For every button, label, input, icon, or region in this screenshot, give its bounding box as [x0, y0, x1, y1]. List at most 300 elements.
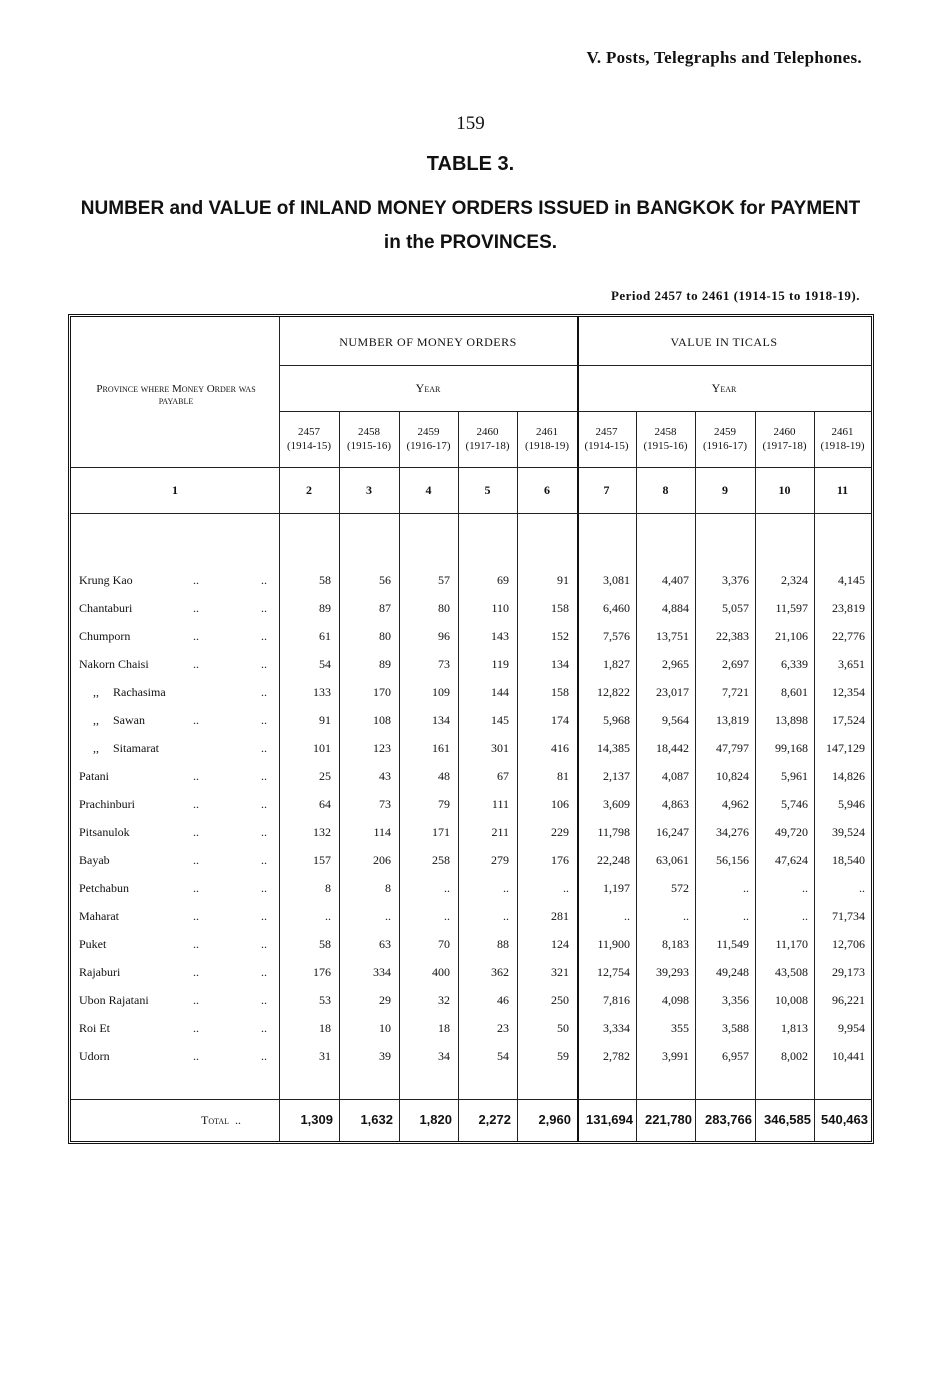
value-cell: 14,385: [597, 741, 630, 755]
header-rule: [71, 513, 871, 514]
number-cell: 119: [491, 657, 509, 671]
table-row: [71, 965, 871, 993]
number-cell: 43: [379, 769, 391, 783]
value-cell: 13,898: [775, 713, 808, 727]
total-number-cell: 2,272: [478, 1112, 511, 1127]
value-cell: 12,354: [832, 685, 865, 699]
number-cell: 80: [438, 601, 450, 615]
value-cell: 29,173: [832, 965, 865, 979]
number-cell: 88: [497, 937, 509, 951]
value-cell: 11,170: [775, 937, 808, 951]
number-cell: 64: [319, 797, 331, 811]
number-cell: 25: [319, 769, 331, 783]
value-cell: 56,156: [716, 853, 749, 867]
number-cell: 23: [497, 1021, 509, 1035]
year-header-ce: (1917-18): [762, 440, 807, 452]
money-orders-table: [68, 314, 874, 1144]
year-header-be: 2460: [476, 426, 499, 438]
year-header-ce: (1915-16): [347, 440, 391, 452]
total-value-cell: 131,694: [586, 1112, 633, 1127]
leader-dots: ..: [261, 769, 267, 783]
leader-dots: ..: [193, 1049, 199, 1063]
value-cell: 22,248: [597, 853, 630, 867]
province-name: [79, 797, 135, 812]
value-cell: 39,293: [656, 965, 689, 979]
number-cell: 114: [373, 825, 391, 839]
year-header-be: 2460: [773, 426, 796, 438]
table-title: NUMBER and VALUE of INLAND MONEY ORDERS ISSUED in BANGKOK for PAYMENT: [80, 198, 861, 219]
value-cell: 12,822: [597, 685, 630, 699]
value-cell: 49,720: [775, 825, 808, 839]
total-value-cell: 221,780: [645, 1112, 692, 1127]
number-cell: 32: [438, 993, 450, 1007]
value-cell: 1,813: [781, 1021, 808, 1035]
number-cell: 48: [438, 769, 450, 783]
table-row: [71, 825, 871, 853]
year-header-be: 2461: [831, 426, 854, 438]
number-cell: 258: [432, 853, 450, 867]
number-cell: 39: [379, 1049, 391, 1063]
period-note: Period 2457 to 2461 (1914-15 to 1918-19).: [610, 288, 860, 303]
value-cell: 34,276: [716, 825, 749, 839]
value-cell: 39,524: [832, 825, 865, 839]
province-name: [79, 937, 106, 952]
leader-dots: ..: [261, 993, 267, 1007]
leader-dots: ..: [261, 825, 267, 839]
number-cell: 400: [432, 965, 450, 979]
number-cell: 73: [438, 657, 450, 671]
number-cell: 87: [379, 601, 391, 615]
number-cell: 69: [497, 573, 509, 587]
table-row: [71, 741, 871, 769]
value-cell: ..: [683, 909, 689, 923]
header-rule: [279, 365, 871, 366]
value-cell: 12,754: [597, 965, 630, 979]
province-name: [79, 825, 130, 840]
value-cell: 11,798: [597, 825, 630, 839]
column-number: 2: [306, 483, 312, 497]
value-cell: 3,081: [603, 573, 630, 587]
value-cell: 3,991: [662, 1049, 689, 1063]
value-cell: 4,087: [662, 769, 689, 783]
value-cell: 8,002: [781, 1049, 808, 1063]
value-cell: ..: [859, 881, 865, 895]
value-cell: 1,197: [603, 881, 630, 895]
leader-dots: ..: [261, 573, 267, 587]
year-header-ce: (1916-17): [406, 440, 451, 452]
ditto-mark: ,,: [93, 741, 99, 755]
leader-dots: ..: [261, 629, 267, 643]
value-cell: 4,407: [662, 573, 689, 587]
province-label: Pitsanulok: [79, 825, 130, 839]
value-cell: 23,819: [832, 601, 865, 615]
number-cell: 61: [319, 629, 331, 643]
number-cell: 176: [313, 965, 331, 979]
number-cell: 143: [491, 629, 509, 643]
leader-dots: ..: [261, 965, 267, 979]
number-cell: 91: [557, 573, 569, 587]
number-cell: 334: [373, 965, 391, 979]
value-cell: 10,441: [832, 1049, 865, 1063]
ditto-mark: ,,: [93, 713, 99, 727]
value-cell: 4,145: [838, 573, 865, 587]
number-cell: 59: [557, 1049, 569, 1063]
number-cell: ..: [444, 909, 450, 923]
number-cell: 50: [557, 1021, 569, 1035]
value-cell: 9,564: [662, 713, 689, 727]
value-cell: 18,442: [656, 741, 689, 755]
value-year-label: Year: [711, 381, 737, 395]
column-number: 5: [484, 483, 491, 497]
total-value-cell: 540,463: [821, 1112, 868, 1127]
province-name: [79, 573, 133, 588]
province-label: Patani: [79, 769, 109, 783]
total-rule: [71, 1099, 871, 1100]
province-label: Sawan: [113, 713, 145, 727]
leader-dots: ..: [193, 601, 199, 615]
leader-dots: ..: [193, 993, 199, 1007]
value-cell: 5,968: [603, 713, 630, 727]
leader-dots: ..: [193, 937, 199, 951]
number-cell: 10: [379, 1021, 391, 1035]
value-cell: 1,827: [603, 657, 630, 671]
value-cell: 99,168: [775, 741, 808, 755]
value-cell: 49,248: [716, 965, 749, 979]
value-cell: 7,576: [603, 629, 630, 643]
value-cell: 47,797: [716, 741, 749, 755]
number-cell: 144: [491, 685, 509, 699]
number-cell: 134: [551, 657, 569, 671]
leader-dots: ..: [261, 685, 267, 699]
table-title-continued: in the PROVINCES.: [383, 232, 558, 253]
province-name: [79, 909, 119, 924]
leader-dots: ..: [193, 629, 199, 643]
value-cell: 5,746: [781, 797, 808, 811]
number-cell: 34: [438, 1049, 450, 1063]
leader-dots: ..: [193, 797, 199, 811]
number-cell: 133: [313, 685, 331, 699]
total-number-cell: 1,820: [419, 1112, 452, 1127]
number-cell: 416: [551, 741, 569, 755]
province-name: [79, 1021, 110, 1036]
table-number: TABLE 3.: [426, 153, 515, 175]
number-cell: 281: [551, 909, 569, 923]
value-cell: ..: [624, 909, 630, 923]
province-label: Bayab: [79, 853, 110, 867]
province-name: [79, 965, 120, 980]
leader-dots: ..: [193, 853, 199, 867]
value-cell: ..: [802, 881, 808, 895]
year-header-ce: (1914-15): [287, 440, 331, 452]
value-group-header: VALUE IN TICALS: [670, 335, 778, 349]
value-cell: 5,946: [838, 797, 865, 811]
table-row: [71, 937, 871, 965]
total-value-cell: 283,766: [705, 1112, 752, 1127]
year-header-be: 2457: [298, 426, 320, 438]
number-cell: 145: [491, 713, 509, 727]
province-name: [79, 769, 109, 784]
province-label: Roi Et: [79, 1021, 111, 1035]
value-cell: 23,017: [656, 685, 689, 699]
value-cell: 2,965: [662, 657, 689, 671]
value-cell: 16,247: [656, 825, 689, 839]
value-cell: 6,339: [781, 657, 808, 671]
number-cell: ..: [563, 881, 569, 895]
number-group-header: NUMBER OF MONEY ORDERS: [339, 335, 517, 349]
leader-dots: ..: [261, 909, 267, 923]
value-cell: 2,782: [603, 1049, 630, 1063]
number-cell: 152: [551, 629, 569, 643]
value-cell: 13,751: [656, 629, 689, 643]
value-cell: 6,460: [603, 601, 630, 615]
column-number: 1: [172, 483, 178, 497]
number-cell: 111: [491, 797, 509, 811]
leader-dots: ..: [193, 657, 199, 671]
number-cell: 101: [313, 741, 331, 755]
number-cell: 176: [551, 853, 569, 867]
province-name: [93, 713, 145, 728]
table-row: [71, 573, 871, 601]
total-label: Total ..: [201, 1113, 242, 1127]
value-cell: 63,061: [656, 853, 689, 867]
value-cell: 47,624: [775, 853, 808, 867]
running-head: V. Posts, Telegraphs and Telephones.: [586, 48, 862, 67]
value-cell: 3,588: [722, 1021, 749, 1035]
value-cell: 17,524: [832, 713, 865, 727]
number-cell: 53: [319, 993, 331, 1007]
value-cell: 21,106: [775, 629, 808, 643]
value-cell: 22,776: [832, 629, 865, 643]
number-cell: 89: [379, 657, 391, 671]
table-row: [71, 685, 871, 713]
province-label: Rajaburi: [79, 965, 121, 979]
province-column-header: Province where Money Order was payable: [96, 383, 256, 407]
value-cell: 10,824: [716, 769, 749, 783]
leader-dots: ..: [261, 853, 267, 867]
leader-dots: ..: [193, 881, 199, 895]
number-cell: 54: [319, 657, 331, 671]
value-cell: 8,601: [781, 685, 808, 699]
table-row: [71, 629, 871, 657]
year-header-ce: (1917-18): [465, 440, 510, 452]
leader-dots: ..: [193, 825, 199, 839]
leader-dots: ..: [193, 909, 199, 923]
value-cell: 10,008: [775, 993, 808, 1007]
table-row: [71, 993, 871, 1021]
province-label: Chumporn: [79, 629, 131, 643]
number-cell: 54: [497, 1049, 509, 1063]
value-cell: 4,884: [662, 601, 689, 615]
value-cell: 7,721: [722, 685, 749, 699]
column-number: 9: [722, 483, 728, 497]
value-cell: 9,954: [838, 1021, 865, 1035]
table-row: [71, 657, 871, 685]
leader-dots: ..: [261, 713, 267, 727]
header-rule: [71, 467, 871, 468]
value-cell: 71,734: [832, 909, 865, 923]
province-label: Ubon Rajatani: [79, 993, 149, 1007]
year-header-be: 2459: [714, 426, 736, 438]
value-cell: 5,961: [781, 769, 808, 783]
leader-dots: ..: [193, 713, 199, 727]
number-cell: 79: [438, 797, 450, 811]
number-cell: 229: [551, 825, 569, 839]
value-cell: 3,651: [838, 657, 865, 671]
value-cell: 8,183: [662, 937, 689, 951]
value-cell: 2,137: [603, 769, 630, 783]
number-cell: 46: [497, 993, 509, 1007]
column-number: 8: [662, 483, 669, 497]
number-cell: ..: [503, 881, 509, 895]
number-cell: 170: [373, 685, 391, 699]
province-name: [93, 741, 159, 756]
table-row: [71, 713, 871, 741]
province-name: [79, 601, 132, 616]
leader-dots: ..: [261, 741, 267, 755]
value-cell: 11,597: [775, 601, 808, 615]
table-row: [71, 1021, 871, 1049]
value-cell: 22,383: [716, 629, 749, 643]
year-header-ce: (1914-15): [584, 440, 629, 452]
number-cell: 171: [432, 825, 450, 839]
table-row: [71, 797, 871, 825]
value-cell: 3,376: [722, 573, 749, 587]
province-label: Krung Kao: [79, 573, 133, 587]
number-cell: 67: [497, 769, 509, 783]
value-cell: 4,962: [722, 797, 749, 811]
table-row: [71, 769, 871, 797]
value-cell: 6,957: [722, 1049, 749, 1063]
value-cell: 147,129: [826, 741, 865, 755]
table-row: [71, 601, 871, 629]
number-cell: 321: [551, 965, 569, 979]
page-number: 159: [456, 113, 485, 134]
leader-dots: ..: [193, 965, 199, 979]
number-cell: 80: [379, 629, 391, 643]
number-cell: 56: [379, 573, 391, 587]
province-name: [79, 1049, 110, 1064]
number-cell: ..: [385, 909, 391, 923]
total-value-cell: 346,585: [764, 1112, 811, 1127]
value-cell: 5,057: [722, 601, 749, 615]
leader-dots: ..: [193, 573, 199, 587]
number-cell: 106: [551, 797, 569, 811]
province-label: Chantaburi: [79, 601, 133, 615]
province-name: [79, 993, 149, 1008]
number-cell: 63: [379, 937, 391, 951]
table-row: [71, 1049, 871, 1077]
table-row: [71, 909, 871, 937]
value-cell: 572: [671, 881, 689, 895]
value-cell: 18,540: [832, 853, 865, 867]
number-cell: 110: [491, 601, 509, 615]
number-cell: 174: [551, 713, 569, 727]
value-cell: 355: [671, 1021, 689, 1035]
year-header-be: 2461: [536, 426, 558, 438]
number-cell: 18: [319, 1021, 331, 1035]
value-cell: 14,826: [832, 769, 865, 783]
number-cell: 108: [373, 713, 391, 727]
value-cell: 3,356: [722, 993, 749, 1007]
value-cell: 12,706: [832, 937, 865, 951]
number-cell: 134: [432, 713, 450, 727]
leader-dots: ..: [261, 797, 267, 811]
value-cell: ..: [743, 909, 749, 923]
leader-dots: ..: [193, 1021, 199, 1035]
province-name: [79, 853, 110, 868]
number-cell: 206: [373, 853, 391, 867]
column-number: 3: [366, 483, 372, 497]
number-cell: ..: [503, 909, 509, 923]
province-name: [79, 629, 130, 644]
value-cell: 3,609: [603, 797, 630, 811]
province-label: Rachasima: [113, 685, 166, 699]
number-cell: 279: [491, 853, 509, 867]
value-cell: 13,819: [716, 713, 749, 727]
number-cell: 57: [438, 573, 450, 587]
number-cell: 362: [491, 965, 509, 979]
header-rule: [279, 411, 871, 412]
number-cell: ..: [325, 909, 331, 923]
province-label: Sitamarat: [113, 741, 159, 755]
year-header-ce: (1915-16): [643, 440, 688, 452]
table-row: [71, 881, 871, 909]
number-cell: 58: [319, 937, 331, 951]
value-cell: 43,508: [775, 965, 808, 979]
number-cell: 161: [432, 741, 450, 755]
year-header-be: 2457: [595, 426, 618, 438]
number-cell: 8: [325, 881, 331, 895]
leader-dots: ..: [261, 1049, 267, 1063]
year-header-ce: (1918-19): [820, 440, 865, 452]
number-cell: 89: [319, 601, 331, 615]
year-header-ce: (1918-19): [525, 440, 569, 452]
number-cell: 132: [313, 825, 331, 839]
column-number: 10: [778, 483, 791, 497]
number-cell: 29: [379, 993, 391, 1007]
number-cell: 211: [491, 825, 509, 839]
column-number: 7: [603, 483, 610, 497]
value-cell: 96,221: [832, 993, 865, 1007]
number-cell: 123: [373, 741, 391, 755]
number-cell: 73: [379, 797, 391, 811]
number-cell: 91: [319, 713, 331, 727]
number-cell: 31: [319, 1049, 331, 1063]
value-cell: 11,900: [597, 937, 630, 951]
value-cell: 7,816: [603, 993, 630, 1007]
province-label: Udorn: [79, 1049, 110, 1063]
column-number: 4: [425, 483, 432, 497]
value-cell: 3,334: [603, 1021, 630, 1035]
province-name: [79, 881, 129, 896]
leader-dots: ..: [261, 1021, 267, 1035]
number-cell: ..: [444, 881, 450, 895]
value-cell: 2,324: [781, 573, 808, 587]
year-header-be: 2459: [417, 426, 440, 438]
leader-dots: ..: [261, 601, 267, 615]
column-number: 6: [544, 483, 550, 497]
value-cell: 2,697: [722, 657, 749, 671]
number-cell: 250: [551, 993, 569, 1007]
total-number-cell: 1,309: [300, 1112, 333, 1127]
total-number-cell: 1,632: [360, 1112, 393, 1127]
column-number: 11: [836, 483, 849, 497]
province-label: Prachinburi: [79, 797, 135, 811]
province-label: Petchabun: [79, 881, 129, 895]
year-header-ce: (1916-17): [703, 440, 747, 452]
number-cell: 70: [438, 937, 450, 951]
number-cell: 109: [432, 685, 450, 699]
